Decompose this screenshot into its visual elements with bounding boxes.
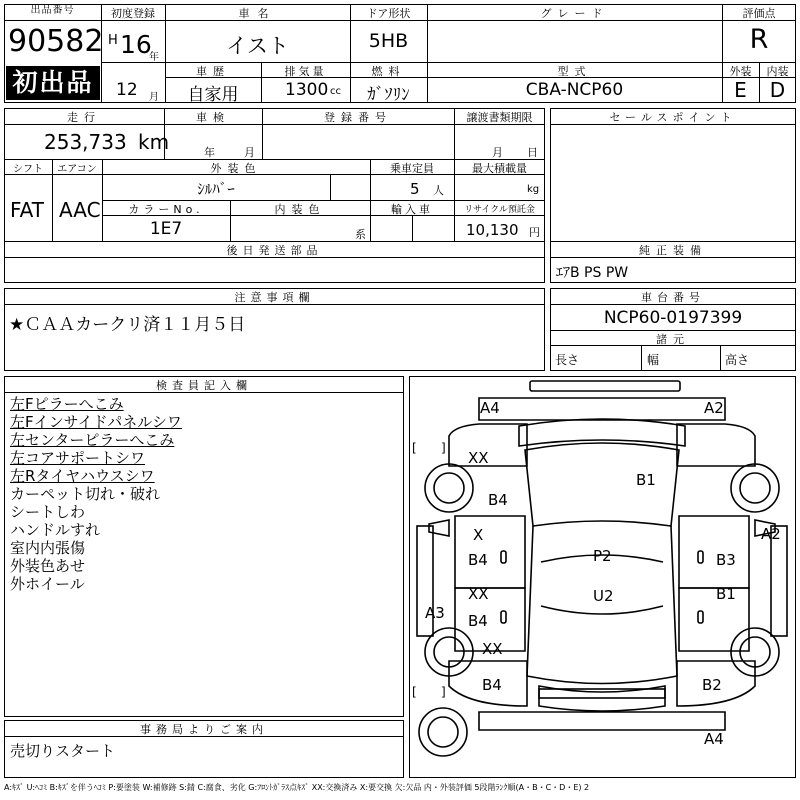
transfer-month: 月 [492,146,503,159]
inspector-line: 左Fインサイドパネルシワ [10,413,182,431]
office-label: 事務局よりご案内 [140,723,268,736]
transfer-day: 日 [527,146,538,159]
door-label: ドア形状 [366,7,411,20]
capacity-value: 5 [410,180,420,198]
name-label: 車名 [238,7,277,20]
ac-value: AAC [59,198,101,222]
sales-point-label: セールスポイント [609,111,737,124]
door-type: 5HB [368,30,409,52]
damage-label-p2: P2 [593,547,612,565]
damage-label-a3: A3 [425,604,445,622]
car-diagram [409,376,796,778]
spec-label: 諸元 [656,333,690,346]
month-unit: 月 [149,92,159,103]
ext-color-value: ｼﾙﾊﾞｰ [197,180,235,198]
chassis-number: NCP60-0197399 [603,308,743,328]
mileage-label: 走行 [67,111,101,124]
damage-label-xx2: XX [468,585,489,603]
damage-label-a2-right: A2 [761,525,781,543]
damage-label-xx1: XX [468,449,489,467]
era: H [108,33,118,48]
reg-year: 16 [120,30,152,59]
lot-label: 出品番号 [4,4,102,21]
notes-label: 注意事項欄 [234,291,315,304]
disp-unit: cc [330,86,341,97]
inspector-line: 外ホイール [10,575,85,593]
damage-label-a4-bottom: A4 [704,730,724,748]
load-unit: kg [527,184,540,195]
insp-year-unit: 年 [204,146,215,159]
ext-color-label: 外装色 [210,162,262,175]
inspector-line: 外装色あせ [10,557,86,575]
bracket-right-1: ] [441,441,446,455]
history-value: 自家用 [187,85,239,105]
fuel-label: 燃料 [371,65,406,78]
ac-label: エアコン [57,164,97,175]
mileage-unit: km [138,130,170,154]
damage-label-b2: B2 [702,676,722,694]
lot-number: 90582 [8,24,104,59]
damage-label-b1-right: B1 [716,585,736,603]
inspection-label: 車検 [196,111,230,124]
inspector-line: カーペット切れ・破れ [10,485,161,503]
shift-label: シフト [13,164,43,175]
office-text: 売切りスタート [10,742,116,760]
shift-value: FAT [10,198,45,222]
equipment-label: 純正装備 [639,244,707,257]
import-label: 輸入車 [391,203,433,216]
damage-label-a2-top: A2 [704,399,724,417]
spec-width: 幅 [647,353,660,367]
model-value: CBA-NCP60 [525,80,624,100]
capacity-unit: 人 [433,184,444,197]
regno-label: 登録番号 [324,111,392,124]
chassis-label: 車台番号 [641,291,705,304]
inspector-line: 左Rタイヤハウスシワ [10,467,155,485]
inspector-line: 室内内張傷 [10,539,86,557]
reg-label: 初度登録 [111,7,155,20]
bracket-right-2: ] [441,685,446,699]
recycle-unit: 円 [529,226,540,239]
damage-label-b4-1: B4 [488,491,508,509]
recycle-value: 10,130 [466,221,519,239]
later-parts-label: 後日発送部品 [226,244,323,257]
damage-label-b1-top: B1 [636,471,656,489]
int-label: 内装 [766,65,789,78]
damage-label-a4-top: A4 [480,399,500,417]
inspector-line: 左コアサポートシワ [10,449,146,467]
inspector-line: ハンドルすれ [10,521,101,539]
capacity-label: 乗車定員 [390,162,434,175]
reg-month: 12 [116,80,138,100]
int-grade: D [769,78,786,102]
inspector-line: 左センターピラーへこみ [10,431,175,449]
color-no-label: カラーNo. [128,203,204,216]
load-label: 最大積載量 [472,162,527,175]
inspector-line: 左Fピラーへこみ [10,395,124,413]
legend-text: A:ｷｽﾞ U:ﾍｺﾐ B:ｷｽﾞを伴うﾍｺﾐ P:要塗装 W:補修跡 S:錆 C:腐食、劣化 G:ﾌﾛﾝﾄｶﾞﾗｽ点ｷｽﾞ XX:交換済み X:要交換 欠:欠品 内・外装評価 5段階ﾗﾝｸ順(A・B・C・D・E) 2 [4,783,590,792]
ext-label: 外装 [729,65,752,78]
damage-label-u2: U2 [593,587,614,605]
color-no-value: 1E7 [149,219,183,239]
mileage-value: 253,733 [44,130,127,154]
transfer-label: 譲渡書類期限 [466,111,533,124]
year-unit: 年 [149,52,159,63]
grade-label: グレード [540,7,609,20]
insp-month-unit: 月 [244,146,255,159]
first-listing-badge: 初出品 [6,66,100,100]
fuel-value: ｶﾞｿﾘﾝ [367,85,410,105]
damage-label-b4-3: B4 [468,612,488,630]
int-color-unit: 系 [355,228,366,241]
spec-length: 長さ [555,353,580,367]
damage-label-b4-4: B4 [482,676,502,694]
damage-label-x: X [473,526,484,544]
score-value: R [749,24,769,55]
spec-height: 高さ [725,353,750,367]
ext-grade: E [734,78,747,102]
notes-text: ★ＣＡＡカークリ済１１月５日 [9,315,246,335]
bracket-left-1: [ [412,441,417,455]
damage-label-xx3: XX [482,640,503,658]
recycle-label: リサイクル預託金 [464,205,535,215]
inspector-label: 検査員記入欄 [156,379,252,392]
damage-label-b3: B3 [716,551,736,569]
score-label: 評価点 [742,7,776,20]
int-color-label: 内装色 [274,203,326,216]
displacement: 1300 [285,80,329,100]
history-label: 車歴 [196,65,230,78]
model-label: 型式 [557,65,592,78]
disp-label: 排気量 [284,65,327,78]
bracket-left-2: [ [412,685,417,699]
inspector-line: シートしわ [10,503,86,521]
damage-label-b4-2: B4 [468,551,488,569]
equipment-value: ｴｱB PS PW [556,265,629,281]
car-name: イスト [226,34,289,58]
